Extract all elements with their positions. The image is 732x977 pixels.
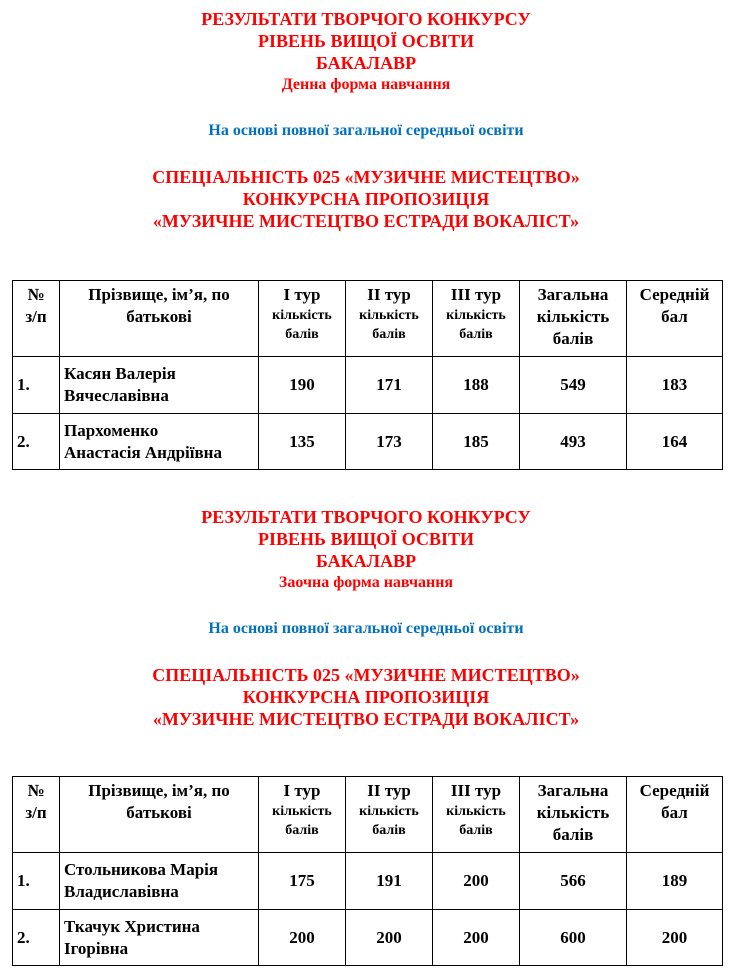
table-header-row — [13, 281, 723, 357]
study-form: Заочна форма навчання — [278, 574, 454, 591]
round-2-score: 191 — [346, 853, 433, 910]
average-score: 189 — [627, 853, 723, 910]
row-number: 2. — [13, 414, 60, 470]
table-header-row — [13, 777, 723, 853]
round-3-score: 200 — [433, 910, 520, 966]
applicant-name: Пархоменко Анастасія Андріївна — [60, 414, 259, 470]
applicant-name: Касян Валерія Вячеславівна — [60, 357, 259, 414]
col-header-number: № з/п — [13, 777, 60, 853]
average-score: 164 — [627, 414, 723, 470]
degree: БАКАЛАВР — [315, 551, 417, 571]
round-3-score: 185 — [433, 414, 520, 470]
col-header-round-3: ІІІ тур кількість балів — [433, 281, 520, 357]
admission-basis: На основі повної загальної середньої освіти — [208, 122, 524, 139]
col-header-name: Прізвище, ім’я, по батькові — [60, 281, 259, 357]
round-2-score: 200 — [346, 910, 433, 966]
col-header-round-3: ІІІ тур кількість балів — [433, 777, 520, 853]
total-score: 566 — [520, 853, 627, 910]
competitive-proposal: КОНКУРСНА ПРОПОЗИЦІЯ — [242, 189, 490, 209]
results-title: РЕЗУЛЬТАТИ ТВОРЧОГО КОНКУРСУ — [201, 507, 531, 527]
results-table-full-time — [12, 280, 723, 470]
admission-basis: На основі повної загальної середньої освіти — [208, 620, 524, 637]
col-header-round-1: І тур кількість балів — [259, 777, 346, 853]
total-score: 600 — [520, 910, 627, 966]
average-score: 183 — [627, 357, 723, 414]
round-3-score: 188 — [433, 357, 520, 414]
col-header-average: Середній бал — [627, 777, 723, 853]
results-title: РЕЗУЛЬТАТИ ТВОРЧОГО КОНКУРСУ — [201, 9, 531, 29]
row-number: 1. — [13, 357, 60, 414]
competitive-proposal: КОНКУРСНА ПРОПОЗИЦІЯ — [242, 687, 490, 707]
table-row — [13, 357, 723, 414]
col-header-number: № з/п — [13, 281, 60, 357]
competitive-proposal-name: «МУЗИЧНЕ МИСТЕЦТВО ЕСТРАДИ ВОКАЛІСТ» — [152, 211, 580, 231]
round-1-score: 175 — [259, 853, 346, 910]
round-2-score: 171 — [346, 357, 433, 414]
row-number: 2. — [13, 910, 60, 966]
row-number: 1. — [13, 853, 60, 910]
competitive-proposal-name: «МУЗИЧНЕ МИСТЕЦТВО ЕСТРАДИ ВОКАЛІСТ» — [152, 709, 580, 729]
results-table-part-time — [12, 776, 723, 966]
section-full-time — [0, 8, 732, 232]
round-1-score: 200 — [259, 910, 346, 966]
round-1-score: 190 — [259, 357, 346, 414]
degree: БАКАЛАВР — [315, 53, 417, 73]
applicant-name: Ткачук Христина Ігорівна — [60, 910, 259, 966]
education-level: РІВЕНЬ ВИЩОЇ ОСВІТИ — [258, 31, 474, 51]
total-score: 493 — [520, 414, 627, 470]
education-level: РІВЕНЬ ВИЩОЇ ОСВІТИ — [258, 529, 474, 549]
average-score: 200 — [627, 910, 723, 966]
round-2-score: 173 — [346, 414, 433, 470]
col-header-total: Загальна кількість балів — [520, 281, 627, 357]
section-part-time — [0, 506, 732, 730]
specialty: СПЕЦІАЛЬНІСТЬ 025 «МУЗИЧНЕ МИСТЕЦТВО» — [152, 665, 580, 685]
applicant-name: Стольникова Марія Владиславівна — [60, 853, 259, 910]
col-header-round-2: ІІ тур кількість балів — [346, 777, 433, 853]
round-3-score: 200 — [433, 853, 520, 910]
total-score: 549 — [520, 357, 627, 414]
col-header-round-1: І тур кількість балів — [259, 281, 346, 357]
col-header-name: Прізвище, ім’я, по батькові — [60, 777, 259, 853]
study-form: Денна форма навчання — [281, 76, 451, 93]
col-header-average: Середній бал — [627, 281, 723, 357]
col-header-round-2: ІІ тур кількість балів — [346, 281, 433, 357]
table-row — [13, 853, 723, 910]
table-row — [13, 414, 723, 470]
table-row — [13, 910, 723, 966]
col-header-total: Загальна кількість балів — [520, 777, 627, 853]
round-1-score: 135 — [259, 414, 346, 470]
specialty: СПЕЦІАЛЬНІСТЬ 025 «МУЗИЧНЕ МИСТЕЦТВО» — [152, 167, 580, 187]
